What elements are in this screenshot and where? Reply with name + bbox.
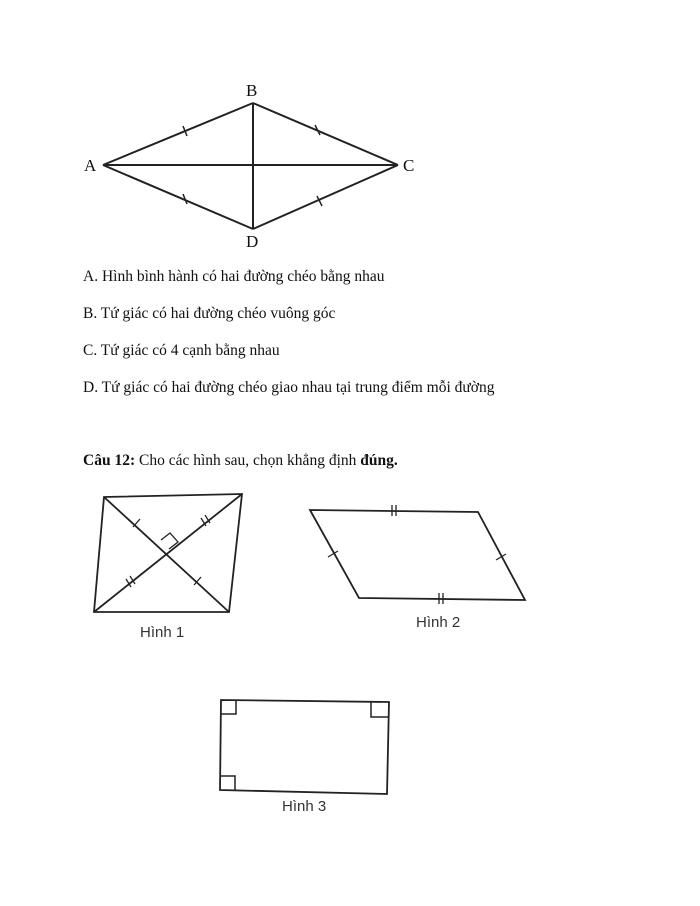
vertex-label-c: C	[403, 156, 415, 175]
hinh-1-figure	[94, 494, 242, 612]
question-12	[83, 452, 398, 470]
option-d: D. Tứ giác có hai đường chéo giao nhau tại trung điểm mỗi đường	[83, 379, 495, 396]
rhombus-figure	[0, 0, 700, 260]
hinh-2-caption: Hình 2	[416, 614, 461, 631]
hinh-3-caption: Hình 3	[282, 798, 327, 815]
question-figures	[0, 480, 700, 840]
option-a: A. Hình bình hành có hai đường chéo bằng nhau	[83, 268, 385, 285]
side-da	[103, 165, 253, 229]
vertex-label-a: A	[84, 156, 97, 175]
side-cd	[253, 165, 398, 229]
option-b: B. Tứ giác có hai đường chéo vuông góc	[83, 305, 336, 322]
hinh-2-figure	[310, 505, 525, 604]
question-number: Câu 12:	[83, 452, 136, 469]
question-text: Cho các hình sau, chọn khẳng định	[135, 452, 361, 469]
question-emphasis: đúng.	[360, 452, 398, 469]
option-c: C. Tứ giác có 4 cạnh bằng nhau	[83, 342, 280, 359]
hinh-3-figure	[220, 700, 389, 794]
vertex-label-b: B	[246, 81, 258, 100]
side-ab	[103, 103, 253, 165]
hinh-1-caption: Hình 1	[140, 624, 185, 641]
side-bc	[253, 103, 398, 165]
vertex-label-d: D	[246, 232, 259, 251]
